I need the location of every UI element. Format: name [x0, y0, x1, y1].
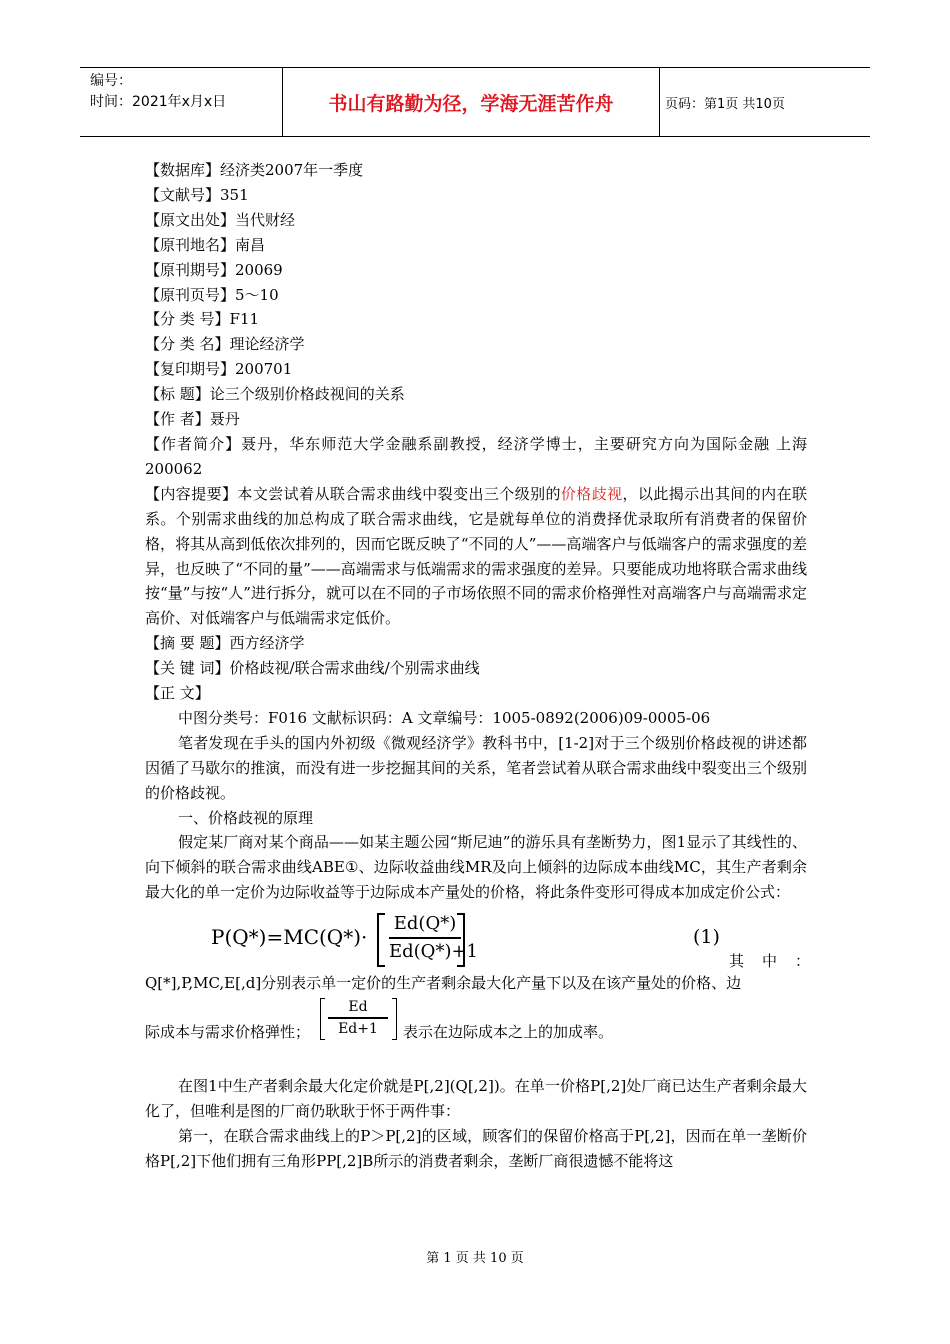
markup-rate-line [145, 996, 807, 1050]
rate-fraction [328, 998, 388, 1038]
meta-issue: 【原刊期号】20069 [145, 260, 283, 279]
meta-class-code: 【分 类 号】F11 [145, 310, 260, 329]
section-heading: 一、价格歧视的原理 [178, 808, 314, 827]
formula-number: (1) [693, 926, 720, 949]
rate-left-bracket [320, 998, 325, 1040]
meta-database: 【数据库】经济类2007年一季度 [145, 161, 364, 179]
abstract-before: 【内容提要】本文尝试着从联合需求曲线中裂变出三个级别的 [145, 484, 561, 503]
meta-source: 【原文出处】当代财经 [145, 210, 296, 229]
meta-doc-number: 【文献号】351 [145, 185, 249, 204]
header-biaohao: 编号： [90, 73, 132, 89]
abstract-after: ，以此揭示出其间的内在联系。个别需求曲线的加总构成了联合需求曲线，它是就每单位的消费择优录取所有消费者的保留价格，将其从高到低依次排列的，因而它既反映了“不同的人”——高端客户与低端客户的需求强度的差异，也反映了“不同的量”——高端需求与低端需求的需求强度的差异。只要能成功地将联合需求曲线按“量”与按“人”进行拆分，就可以在不同的子市场依照不同的需求价格弹性对高端客户与高端需求定高价、对低端客户与低端需求定低价。 [145, 484, 807, 628]
meta-place: 【原刊地名】南昌 [145, 235, 266, 254]
header-left [90, 71, 280, 113]
paragraph-intro: 笔者发现在手头的国内外初级《微观经济学》教科书中，[1-2]对于三个级别价格歧视的讲述都因循了马歇尔的推演，而没有进一步挖掘其间的关系，笔者尝试着从联合需求曲线中裂变出三个级别的价格歧视。 [145, 733, 807, 802]
meta-body-label: 【正 文】 [145, 684, 210, 703]
meta-class-name: 【分 类 名】理论经济学 [145, 335, 305, 354]
spacer [145, 1050, 807, 1074]
rate-fraction-bar [328, 1017, 388, 1019]
meta-author: 【作 者】聂丹 [145, 410, 240, 429]
author-intro: 【作者简介】聂丹，华东师范大学金融系副教授，经济学博士，主要研究方向为国际金融 上海 200062 [145, 434, 807, 478]
document-body [145, 158, 829, 1174]
formula-qizhong: 其中： [729, 952, 829, 971]
rate-numerator: Ed [348, 999, 368, 1016]
formula-fraction [389, 913, 478, 963]
paragraph-pricing: 在图1中生产者剩余最大化定价就是P[,2](Q[,2])。在单一价格P[,2]处厂商已达生产者剩余最大化了，但唯利是图的厂商仍耿耿于怀于两件事： [145, 1077, 807, 1120]
meta-keywords: 【关 键 词】价格歧视/联合需求曲线/个别需求曲线 [145, 659, 480, 678]
rate-prefix: 际成本与需求价格弹性； [145, 1023, 311, 1042]
paragraph-assumption: 假定某厂商对某个商品——如某主题公园“斯尼迪”的游乐具有垄断势力，图1显示了其线性的、向下倾斜的联合需求曲线ABE①、边际收益曲线MR及向上倾斜的边际成本曲线MC，其生产者剩余最大化的单一定价为边际收益等于边际成本产量处的价格，将此条件变形可得成本加成定价公式： [145, 833, 807, 902]
meta-subject: 【摘 要 题】西方经济学 [145, 634, 305, 653]
abstract [145, 482, 807, 631]
formula-fraction-bar [389, 937, 461, 939]
meta-title: 【标 题】论三个级别价格歧视间的关系 [145, 385, 405, 404]
rate-right-bracket [392, 998, 397, 1040]
header-page-code: 页码：第1页 共10页 [665, 96, 785, 112]
markup-formula [145, 909, 829, 971]
rate-suffix: 表示在边际成本之上的加成率。 [403, 1023, 614, 1042]
rate-denominator: Ed+1 [338, 1021, 378, 1038]
abstract-highlight-link[interactable]: 价格歧视 [560, 484, 623, 503]
page-header [80, 67, 870, 137]
paragraph-symbols: Q[*],P,MC,E[,d]分别表示单一定价的生产者剩余最大化产量下以及在该产量处的价格、边 [145, 974, 742, 993]
page-footer: 第 1 页 共 10 页 [426, 1251, 524, 1266]
meta-reprint: 【复印期号】200701 [145, 360, 293, 379]
paragraph-first: 第一，在联合需求曲线上的P＞P[,2]的区域，顾客们的保留价格高于P[,2]，因而在单一垄断价格P[,2]下他们拥有三角形PP[,2]B所示的消费者剩余，垄断厂商很遗憾不能将这 [145, 1126, 807, 1170]
header-motto: 书山有路勤为径，学海无涯苦作舟 [282, 68, 660, 136]
formula-left-bracket [377, 913, 385, 967]
classification-line: 中图分类号：F016 文献标识码：A 文章编号：1005-0892(2006)09-0005-06 [178, 708, 711, 727]
formula-lhs: P(Q*)=MC(Q*)· [211, 925, 368, 950]
formula-denominator: Ed(Q*)+1 [389, 941, 478, 963]
meta-pages: 【原刊页号】5～10 [145, 285, 279, 304]
formula-numerator: Ed(Q*) [393, 913, 457, 935]
header-time: 时间：2021年x月x日 [90, 94, 227, 110]
formula-right-bracket [457, 913, 465, 967]
